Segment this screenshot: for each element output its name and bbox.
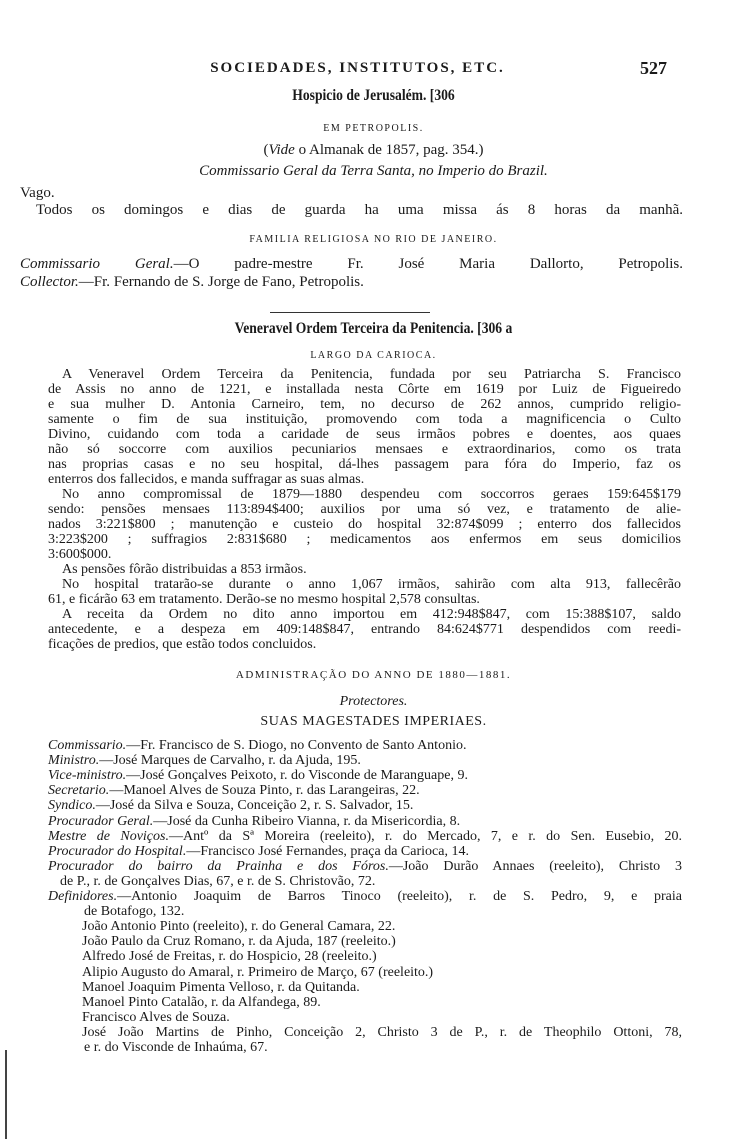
officer-text: João Antonio Pinto (reeleito), r. do General Camara, 22. xyxy=(82,919,396,935)
officer-text: José João Martins de Pinho, Conceição 2, Christo 3 de P., r. de Theophilo Ottoni, 78, xyxy=(82,1024,682,1040)
officer-role: Procurador do Hospital. xyxy=(48,843,187,859)
reference-open: ( xyxy=(263,142,269,158)
officer-line xyxy=(48,814,682,830)
member-text: —O padre-mestre Fr. José Maria Dallorto, Petropolis. xyxy=(173,256,683,272)
officer-line xyxy=(82,995,682,1011)
paragraph-line: antecedente, e a despeza em 409:148$847, entrando 84:624$771 despendidos com reedi- xyxy=(48,622,681,637)
paragraph-line: A Veneravel Ordem Terceira da Penitencia, fundada por seu Patriarcha S. Francisco xyxy=(62,367,681,382)
paragraph-line: A receita da Ordem no dito anno importou em 412:948$847, com 15:388$107, saldo xyxy=(62,607,681,622)
officer-line xyxy=(82,980,682,996)
section-divider xyxy=(270,312,430,313)
officer-text: Francisco Alves de Souza. xyxy=(82,1009,230,1025)
officer-text: —Antonio Joaquim de Barros Tinoco (reeleito), r. de S. Pedro, 9, e praia xyxy=(117,889,682,904)
reference-vide: Vide xyxy=(268,142,295,158)
officer-line xyxy=(48,798,682,814)
scan-edge xyxy=(5,1050,7,1139)
officer-text: de P., r. de Gonçalves Dias, 67, e r. de S. Christovão, 72. xyxy=(60,873,376,889)
officer-text: de Botafogo, 132. xyxy=(84,904,185,920)
paragraph-line: Divino, cuidando com toda a caridade de seus irmãos pobres e doentes, aos quaes xyxy=(48,427,681,442)
member-line xyxy=(20,274,364,291)
paragraph-line: e sua mulher D. Antonia Carneiro, tem, no decurso de 262 annos, cumprido religio- xyxy=(48,397,681,412)
officer-role: Definidores. xyxy=(48,889,118,904)
paragraph-line: não só soccorre com auxilios pecuniarios mensaes e extraordinarios, como os trata xyxy=(48,442,681,457)
officer-role: Syndico. xyxy=(48,798,96,814)
officer-text: Manoel Joaquim Pimenta Velloso, r. da Quitanda. xyxy=(82,979,360,995)
officer-line xyxy=(48,889,682,905)
officer-text: —José da Silva e Souza, Conceição 2, r. S. Salvador, 15. xyxy=(95,798,414,814)
paragraph-line: 61, e ficárão 63 em tratamento. Derão-se no mesmo hospital 2,578 consultas. xyxy=(48,592,480,607)
officer-text: —José da Cunha Ribeiro Vianna, r. da Misericordia, 8. xyxy=(153,813,461,829)
officer-line xyxy=(82,1025,682,1041)
officer-line xyxy=(48,844,682,860)
administration-heading: ADMINISTRAÇÃO DO ANNO DE 1880—1881. xyxy=(235,669,512,681)
officer-line xyxy=(48,753,682,769)
officer-line xyxy=(82,919,682,935)
officer-text: —Manoel Alves de Souza Pinto, r. das Larangeiras, 22. xyxy=(109,783,420,799)
paragraph-line: nados 3:221$800 ; manutenção e custeio do hospital 32:874$099 ; enterro dos fallecidos xyxy=(48,517,681,532)
officer-role: Vice-ministro. xyxy=(48,768,127,784)
location-largo-carioca: LARGO DA CARIOCA. xyxy=(310,350,437,361)
section-title-hospicio: Hospicio de Jerusalém. [306 xyxy=(292,87,455,104)
paragraph-line: nas proprias casas e no seu hospital, dá-lhes passagem para fóra do Imperio, faz os xyxy=(48,457,681,472)
officer-line xyxy=(48,768,682,784)
officer-text: —João Durão Annaes (reeleito), Christo 3 xyxy=(388,858,682,874)
officer-role: Procurador do bairro da Prainha e dos Fóros. xyxy=(48,858,389,874)
vago-text: Vago. xyxy=(20,185,55,201)
officer-line xyxy=(82,934,682,950)
officer-text: Alipio Augusto do Amaral, r. Primeiro de Março, 67 (reeleito.) xyxy=(82,964,434,980)
member-role: Commissario Geral. xyxy=(20,256,174,272)
officer-text: —Francisco José Fernandes, praça da Carioca, 14. xyxy=(186,843,469,859)
protectores-label: Protectores. xyxy=(339,694,408,709)
paragraph-line: As pensões fôrão distribuidas a 853 irmãos. xyxy=(62,562,307,577)
officer-text: —Antº da Sª Moreira (reeleito), r. do Mercado, 7, e r. do Sen. Eusebio, 20. xyxy=(168,828,682,844)
officer-line xyxy=(60,874,682,890)
officer-text: e r. do Visconde de Inhaúma, 67. xyxy=(84,1040,268,1055)
section-title-ordem: Veneravel Ordem Terceira da Penitencia. [306 a xyxy=(234,320,513,337)
officer-line xyxy=(84,1040,682,1056)
officer-text: Alfredo José de Freitas, r. do Hospicio, 28 (reeleito.) xyxy=(82,949,377,965)
protectores-names: SUAS MAGESTADES IMPERIAES. xyxy=(260,714,487,729)
officer-text: —Fr. Francisco de S. Diogo, no Convento de Santo Antonio. xyxy=(126,738,467,753)
officer-line xyxy=(48,859,682,875)
officer-role: Procurador Geral. xyxy=(48,813,154,829)
running-header: SOCIEDADES, INSTITUTOS, ETC. xyxy=(210,60,505,76)
officer-line xyxy=(48,829,682,845)
paragraph-line: 3:223$200 ; suffragios 2:831$680 ; medicamentos aos enfermos em seus domicilios xyxy=(48,532,681,547)
officer-text: —José Gonçalves Peixoto, r. do Visconde de Maranguape, 9. xyxy=(126,768,468,784)
reference-note xyxy=(0,142,747,159)
officer-line xyxy=(82,949,682,965)
member-line xyxy=(20,256,683,273)
paragraph-line: ficações de predios, que estão todos concluidos. xyxy=(48,637,317,652)
reference-text: o Almanak de 1857, pag. 354.) xyxy=(294,142,484,158)
paragraph-line: de Assis no anno de 1221, e installada nesta Côrte em 1619 por Luiz de Figueiredo xyxy=(48,382,681,397)
paragraph-line: sendo: pensões mensaes 113:894$400; auxilios por uma só vez, e tratamento de alie- xyxy=(48,502,681,517)
member-role: Collector. xyxy=(20,274,79,290)
page-number: 527 xyxy=(640,58,667,78)
paragraph-line: enterros dos fallecidos, e manda suffragar as suas almas. xyxy=(48,472,365,487)
missa-text: Todos os domingos e dias de guarda ha uma missa ás 8 horas da manhã. xyxy=(36,202,683,218)
officer-role: Secretario. xyxy=(48,783,110,799)
paragraph-line: No hospital tratarão-se durante o anno 1,067 irmãos, sahirão com alta 913, fallecêrão xyxy=(62,577,681,592)
location-petropolis: EM PETROPOLIS. xyxy=(323,123,424,134)
officer-line xyxy=(48,783,682,799)
commissario-heading: Commissario Geral da Terra Santa, no Imperio do Brazil. xyxy=(199,163,548,179)
officer-role: Mestre de Noviços. xyxy=(48,828,169,844)
officer-text: Manoel Pinto Catalão, r. da Alfandega, 89. xyxy=(82,994,321,1010)
paragraph-line: No anno compromissal de 1879—1880 despendeu com soccorros geraes 159:645$179 xyxy=(62,487,681,502)
officer-line xyxy=(84,904,682,920)
officer-role: Ministro. xyxy=(48,753,100,769)
officer-line xyxy=(48,738,682,754)
officer-text: João Paulo da Cruz Romano, r. da Ajuda, 187 (reeleito.) xyxy=(82,934,396,950)
officer-line xyxy=(82,1010,682,1026)
paragraph-line: 3:600$000. xyxy=(48,547,112,562)
officer-line xyxy=(82,965,682,981)
familia-heading: FAMILIA RELIGIOSA NO RIO DE JANEIRO. xyxy=(249,234,498,245)
officer-role: Commissario. xyxy=(48,738,127,753)
officer-text: —José Marques de Carvalho, r. da Ajuda, 195. xyxy=(99,753,361,769)
paragraph-line: samente o fim de sua instituição, promovendo com toda a magnificencia o Culto xyxy=(48,412,681,427)
member-text: —Fr. Fernando de S. Jorge de Fano, Petropolis. xyxy=(78,274,364,290)
